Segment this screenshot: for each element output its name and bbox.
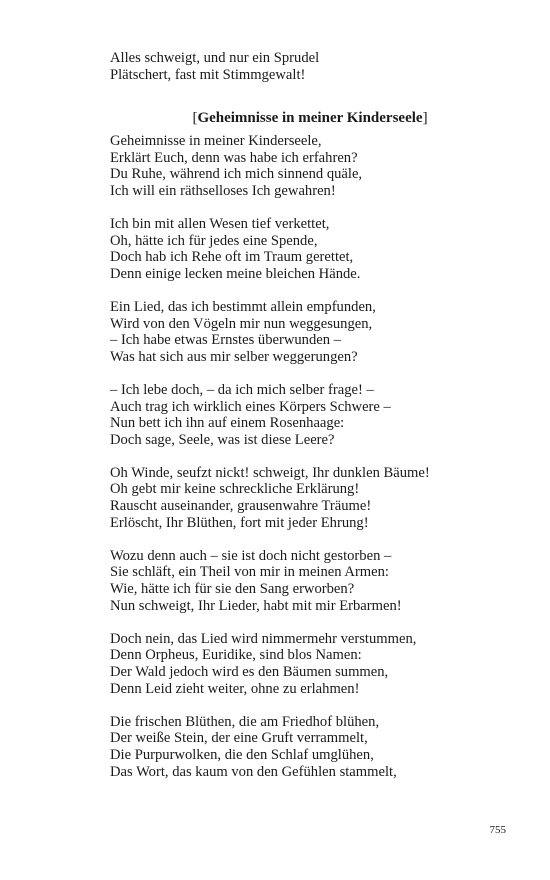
poem-line: Ein Lied, das ich bestimmt allein empfunden, xyxy=(110,298,376,315)
opening-line: Alles schweigt, und nur ein Sprudel xyxy=(110,50,320,66)
poem-line: Denn Orpheus, Euridike, sind blos Namen: xyxy=(110,647,362,664)
poem-line: – Ich lebe doch, – da ich mich selber frage! – xyxy=(110,381,374,398)
poem-line: Geheimnisse in meiner Kinderseele, xyxy=(110,133,322,149)
poem-line: Das Wort, das kaum von den Gefühlen stammelt, xyxy=(110,763,397,780)
poem-line: Ich bin mit allen Wesen tief verkettet, xyxy=(110,215,330,232)
poem-line: Erlöscht, Ihr Blüthen, fort mit jeder Ehrung! xyxy=(110,514,369,531)
poem-line: Wie, hätte ich für sie den Sang erworben? xyxy=(110,581,355,598)
opening-line: Plätschert, fast mit Stimmgewalt! xyxy=(110,66,306,83)
poem-line: Oh gebt mir keine schreckliche Erklärung! xyxy=(110,481,360,498)
poem-line: Sie schläft, ein Theil von mir in meinen Armen: xyxy=(110,564,389,581)
poem-line: Der Wald jedoch wird es den Bäumen summen, xyxy=(110,664,389,680)
poem-line: Auch trag ich wirklich eines Körpers Schwere – xyxy=(110,398,391,415)
poem-line: Denn Leid zieht weiter, ohne zu erlahmen! xyxy=(110,680,360,697)
poem-line: Die Purpurwolken, die den Schlaf umglühen, xyxy=(110,746,374,763)
poem-line: Erklärt Euch, denn was habe ich erfahren? xyxy=(110,149,358,166)
opening-lines xyxy=(110,50,510,83)
stanza-6 xyxy=(110,548,510,614)
stanza-3 xyxy=(110,299,510,365)
poem-line: Oh Winde, seufzt nickt! schweigt, Ihr dunklen Bäume! xyxy=(110,464,430,481)
poem-line: – Ich habe etwas Ernstes überwunden – xyxy=(110,332,341,349)
poem-line: Nun schweigt, Ihr Lieder, habt mit mir Erbarmen! xyxy=(110,597,402,614)
poem-body xyxy=(110,133,510,797)
title-bracket-close: ] xyxy=(422,110,428,126)
title-bracket-open: [ xyxy=(192,110,198,126)
poem-line: Doch hab ich Rehe oft im Traum gerettet, xyxy=(110,249,354,266)
poem-line: Rauscht auseinander, grausenwahre Träume! xyxy=(110,498,372,515)
poem-line: Die frischen Blüthen, die am Friedhof blühen, xyxy=(110,713,380,730)
poem-line: Doch nein, das Lied wird nimmermehr verstummen, xyxy=(110,630,417,647)
poem-line: Oh, hätte ich für jedes eine Spende, xyxy=(110,232,318,249)
poem-line: Doch sage, Seele, was ist diese Leere? xyxy=(110,431,335,448)
stanza-2 xyxy=(110,216,510,282)
poem-line: Ich will ein räthselloses Ich gewahren! xyxy=(110,182,336,199)
stanza-8 xyxy=(110,714,510,780)
poem-line: Du Ruhe, während ich mich sinnend quäle, xyxy=(110,166,363,183)
stanza-5 xyxy=(110,465,510,531)
poem-line: Nun bett ich ihn auf einem Rosenhaage: xyxy=(110,415,345,432)
poem-line: Der weiße Stein, der eine Gruft verrammelt, xyxy=(110,730,368,747)
page-number: 755 xyxy=(489,824,506,836)
poem-title xyxy=(110,109,510,127)
stanza-1 xyxy=(110,133,510,199)
poem-line: Denn einige lecken meine bleichen Hände. xyxy=(110,265,361,282)
poem-line: Wird von den Vögeln mir nun weggesungen, xyxy=(110,315,373,332)
stanza-7 xyxy=(110,631,510,697)
poem-line: Wozu denn auch – sie ist doch nicht gestorben – xyxy=(110,547,392,564)
stanza-4 xyxy=(110,382,510,448)
title-text: Geheimnisse in meiner Kinderseele xyxy=(197,110,423,126)
poem-line: Was hat sich aus mir selber weggerungen? xyxy=(110,348,358,365)
